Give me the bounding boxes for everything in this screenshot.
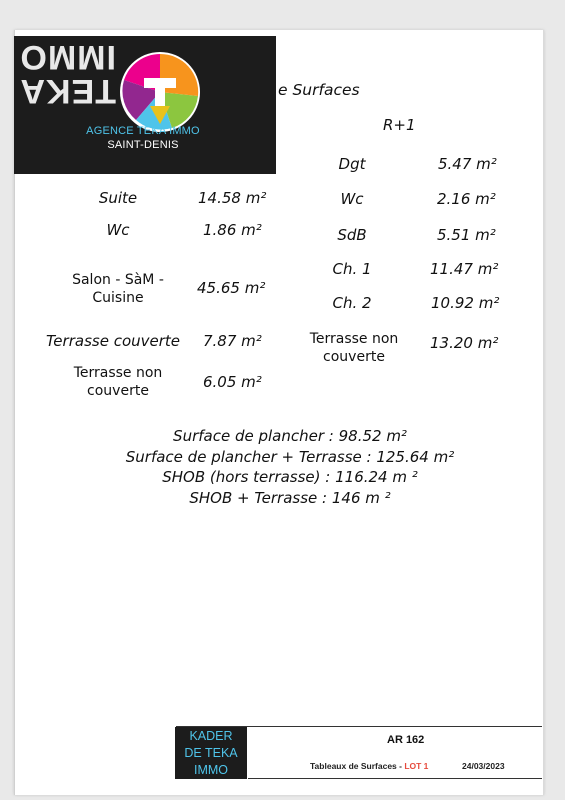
footer-doc-title: Tableaux de Surfaces - LOT 1 — [310, 761, 429, 771]
room-name-wc-r1: Wc — [340, 190, 364, 208]
room-name-ch1: Ch. 1 — [332, 260, 372, 278]
footer-reference: AR 162 — [387, 734, 425, 746]
page-title: e Surfaces — [278, 81, 360, 99]
agency-logo-block — [14, 36, 276, 174]
footer-bottom-rule — [248, 778, 542, 779]
room-name-terrasse-couverte: Terrasse couverte — [46, 332, 181, 350]
footer-lot: LOT 1 — [404, 761, 429, 771]
room-area-wc-r1: 2.16 m² — [437, 190, 496, 208]
agency-name: AGENCE TEKA IMMO SAINT-DENIS — [86, 125, 200, 151]
room-area-terrasse-non-couverte-rdc: 6.05 m² — [203, 373, 262, 391]
footer-date: 24/03/2023 — [462, 761, 505, 771]
room-name-ch2: Ch. 2 — [332, 294, 372, 312]
room-area-ch1: 11.47 m² — [430, 260, 499, 278]
room-name-wc: Wc — [106, 221, 130, 239]
teka-logo-icon — [114, 48, 206, 136]
room-area-wc: 1.86 m² — [203, 221, 262, 239]
room-name-sdb: SdB — [337, 226, 367, 244]
room-area-ch2: 10.92 m² — [431, 294, 500, 312]
room-area-terrasse-non-couverte-r1: 13.20 m² — [430, 334, 499, 352]
level-label-r1: R+1 — [383, 116, 416, 134]
room-name-suite: Suite — [98, 189, 138, 207]
total-shob-terrasse: SHOB + Terrasse : 146 m ² — [189, 488, 391, 507]
room-name-terrasse-non-couverte-r1: Terrasse non couverte — [309, 331, 399, 365]
room-name-dgt: Dgt — [338, 155, 366, 173]
total-surface-plancher-terrasse: Surface de plancher + Terrasse : 125.64 m² — [125, 447, 455, 466]
room-area-dgt: 5.47 m² — [438, 155, 497, 173]
agent-stamp: KADER DE TEKA IMMO — [175, 727, 247, 779]
room-name-salon: Salon - SàM - Cuisine — [72, 272, 164, 306]
room-area-salon: 45.65 m² — [197, 279, 266, 297]
room-area-sdb: 5.51 m² — [437, 226, 496, 244]
room-area-suite: 14.58 m² — [198, 189, 267, 207]
room-name-terrasse-non-couverte-rdc: Terrasse non couverte — [73, 365, 163, 399]
logo-wordmark: TEKA IMMO — [19, 38, 116, 110]
totals-summary — [40, 426, 540, 508]
total-surface-plancher: Surface de plancher : 98.52 m² — [173, 427, 407, 445]
room-area-terrasse-couverte: 7.87 m² — [203, 332, 262, 350]
total-shob-hors-terrasse: SHOB (hors terrasse) : 116.24 m ² — [162, 468, 418, 486]
